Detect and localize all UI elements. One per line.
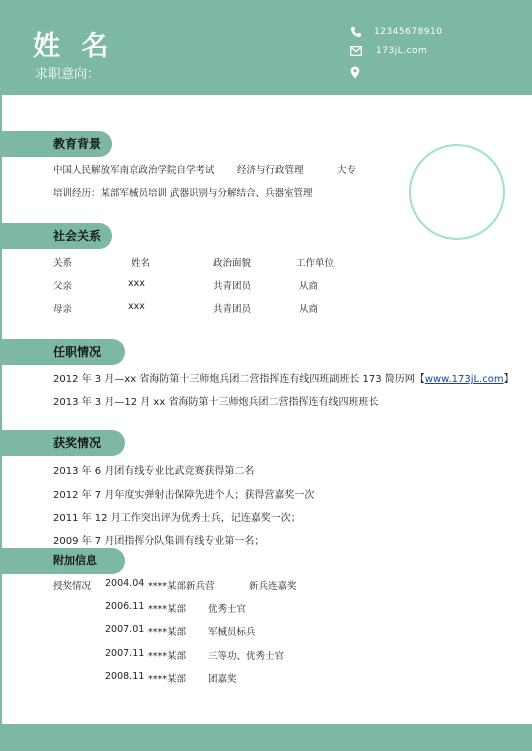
job-line-1-text: 2012 年 3 月—xx 省海防第十三师炮兵团二营指挥连有线四班副班长 173 简历网【 <box>53 374 425 385</box>
social-cell: 父亲 <box>53 281 73 292</box>
extra-unit: ****某部 <box>148 604 187 615</box>
extra-unit: ****某部 <box>148 627 187 638</box>
extra-date: 2004.04 <box>105 578 145 589</box>
social-header-political: 政治面貌 <box>213 258 252 269</box>
extra-date: 2006.11 <box>105 601 145 612</box>
email-text: 173jL.com <box>376 46 428 56</box>
section-title-awards: 获奖情况 <box>0 430 125 456</box>
social-cell: xxx <box>128 278 145 289</box>
location-pin-icon <box>350 66 360 79</box>
extra-unit: ****某部 <box>148 674 187 685</box>
phone-text: 12345678910 <box>374 27 443 37</box>
location-row <box>350 66 372 79</box>
social-cell: 共青团员 <box>213 304 252 315</box>
extra-award: 优秀士官 <box>208 604 247 615</box>
job-line-2: 2013 年 3 月—12 月 xx 省海防第十三师炮兵团二营指挥连有线四班班长 <box>53 397 379 408</box>
section-title-jobs: 任职情况 <box>0 339 125 365</box>
social-cell: 母亲 <box>53 304 73 315</box>
social-header-relation: 关系 <box>53 258 73 269</box>
extra-date: 2007.11 <box>105 648 145 659</box>
email-icon <box>350 46 362 56</box>
section-title-education: 教育背景 <box>0 131 112 157</box>
section-title-extra: 附加信息 <box>0 548 125 574</box>
social-cell: 从商 <box>299 281 319 292</box>
job-intent-label: 求职意向： <box>35 67 101 82</box>
extra-unit: ****某部新兵营 <box>148 581 215 592</box>
footer-bar <box>0 724 532 751</box>
left-border <box>0 0 2 751</box>
phone-icon <box>350 26 362 38</box>
education-major: 经济与行政管理 <box>237 165 304 176</box>
award-item: 2013 年 6 月团有线专业比武竞赛获得第二名 <box>53 466 255 477</box>
extra-award: 军械员标兵 <box>208 627 256 638</box>
website-link[interactable]: www.173jL.com <box>424 374 504 385</box>
extra-award: 新兵连嘉奖 <box>249 581 297 592</box>
extra-date: 2007.01 <box>105 624 145 635</box>
phone-row <box>350 26 443 38</box>
social-header-name: 姓名 <box>131 258 151 269</box>
social-header-work: 工作单位 <box>296 258 335 269</box>
header-banner <box>0 0 532 95</box>
award-item: 2009 年 7 月团指挥分队集训有线专业第一名； <box>53 536 265 547</box>
job-line-1-suffix: 】 <box>503 374 514 385</box>
extra-award: 团嘉奖 <box>208 674 237 685</box>
section-title-social: 社会关系 <box>0 223 112 249</box>
award-item: 2011 年 12 月工作突出评为优秀士兵，记连嘉奖一次； <box>53 513 301 524</box>
extra-unit: ****某部 <box>148 651 187 662</box>
job-line-1 <box>53 370 514 385</box>
education-degree: 大专 <box>337 165 357 176</box>
extra-label: 授奖情况 <box>53 581 92 592</box>
education-school: 中国人民解放军南京政治学院自学考试 <box>53 165 215 176</box>
extra-award: 三等功、优秀士官 <box>208 651 285 662</box>
social-cell: 从商 <box>299 304 319 315</box>
award-item: 2012 年 7 月年度实弹射击保障先进个人；获得营嘉奖一次 <box>53 490 315 501</box>
extra-date: 2008.11 <box>105 671 145 682</box>
education-training: 培训经历：某部军械员培训 武器识别与分解结合、兵器室管理 <box>53 188 313 199</box>
name-title: 姓 名 <box>33 31 115 62</box>
social-cell: 共青团员 <box>213 281 252 292</box>
social-cell: xxx <box>128 301 145 312</box>
email-row <box>350 46 427 56</box>
photo-placeholder <box>409 144 505 240</box>
